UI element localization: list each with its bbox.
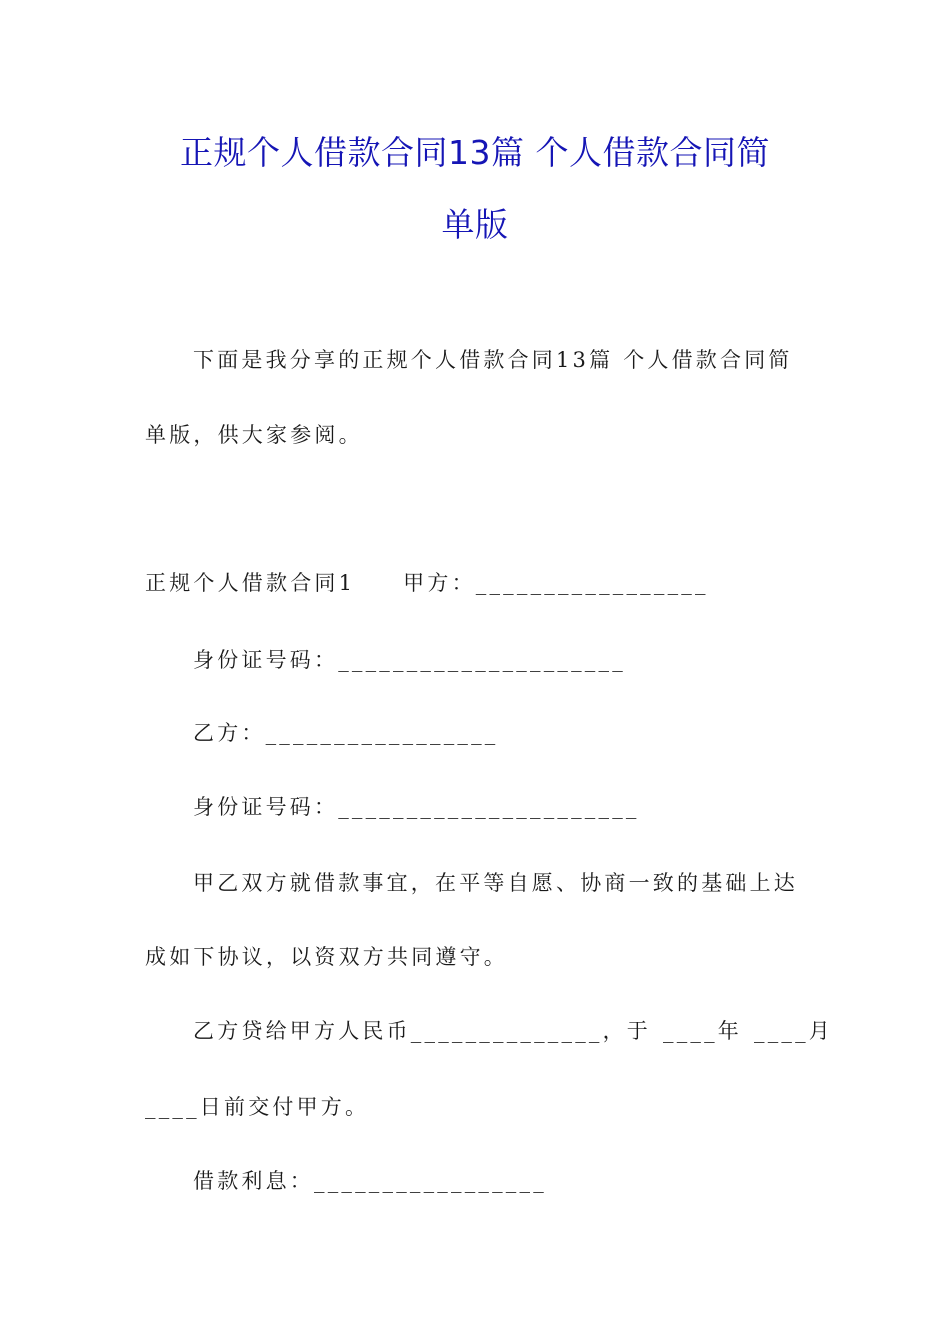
clause-2-line-2: ____日前交付甲方。	[145, 1095, 370, 1119]
clause-2-year: ____年	[663, 1019, 742, 1043]
party-a-field: 甲方：_________________	[403, 571, 709, 595]
contract-heading: 正规个人借款合同1	[145, 571, 356, 595]
interest-field: 借款利息：_________________	[193, 1169, 547, 1193]
contract-heading-line	[145, 568, 709, 598]
party-a-id-field: 身份证号码：_____________________	[193, 648, 626, 672]
clause-1-line-2: 成如下协议，以资双方共同遵守。	[145, 945, 508, 969]
document-title-line-1: 正规个人借款合同13篇 个人借款合同简	[180, 133, 770, 172]
clause-2-amount: 乙方贷给甲方人民币______________，于	[193, 1019, 651, 1043]
party-b-field: 乙方：_________________	[193, 721, 499, 745]
intro-paragraph-line-2: 单版，供大家参阅。	[145, 423, 363, 447]
intro-paragraph-line-1: 下面是我分享的正规个人借款合同13篇 个人借款合同简	[193, 348, 793, 372]
party-b-id-field: 身份证号码：______________________	[193, 795, 640, 819]
clause-2-month: ____月	[754, 1019, 833, 1043]
document-title-line-2: 单版	[441, 205, 509, 244]
clause-1-line-1: 甲乙双方就借款事宜，在平等自愿、协商一致的基础上达	[193, 871, 798, 895]
clause-2-line-1	[193, 1016, 833, 1046]
